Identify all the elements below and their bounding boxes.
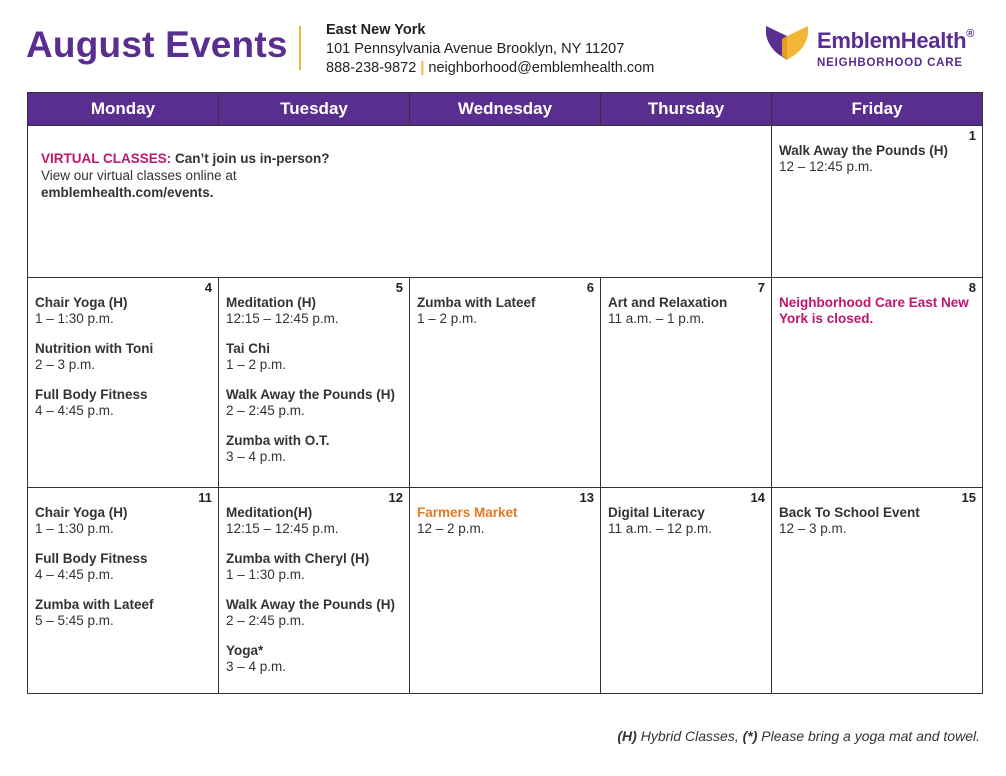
event-item <box>226 597 403 629</box>
event-item <box>35 295 212 327</box>
event-time: 4 – 4:45 p.m. <box>35 567 114 582</box>
contact-line <box>326 59 654 78</box>
event-name: Chair Yoga (H) <box>35 295 128 310</box>
legend-footnote <box>617 728 980 744</box>
event-time: 11 a.m. – 1 p.m. <box>608 311 705 326</box>
event-item <box>35 505 212 537</box>
event-name: Nutrition with Toni <box>35 341 154 356</box>
virtual-url[interactable]: emblemhealth.com/events. <box>41 185 214 200</box>
event-time: 3 – 4 p.m. <box>226 449 287 464</box>
event-item <box>226 643 403 675</box>
event-name: Zumba with Lateef <box>417 295 536 310</box>
event-time: 5 – 5:45 p.m. <box>35 613 114 628</box>
day-number: 7 <box>757 280 765 295</box>
day-number: 4 <box>204 280 212 295</box>
event-name: Walk Away the Pounds (H) <box>226 387 396 402</box>
header-wednesday: Wednesday <box>410 93 601 126</box>
day-number: 14 <box>750 490 765 505</box>
event-name: Zumba with O.T. <box>226 433 330 448</box>
page-title: August Events <box>26 24 288 65</box>
day-cell-6 <box>410 278 601 488</box>
event-item <box>226 341 403 373</box>
virtual-question: Can’t join us in-person? <box>175 151 330 166</box>
virtual-line: View our virtual classes online at <box>41 168 237 183</box>
event-name: Walk Away the Pounds (H) <box>226 597 396 612</box>
closure-notice: Neighborhood Care East New York is closed. <box>779 295 969 326</box>
day-number: 8 <box>968 280 976 295</box>
event-item <box>417 505 594 537</box>
header-thursday: Thursday <box>601 93 772 126</box>
virtual-classes-cell <box>28 126 772 278</box>
event-time: 2 – 2:45 p.m. <box>226 613 305 628</box>
star-mark: (*) <box>742 728 758 744</box>
event-name: Zumba with Cheryl (H) <box>226 551 370 566</box>
day-number: 15 <box>961 490 976 505</box>
day-cell-5 <box>219 278 410 488</box>
virtual-label: VIRTUAL CLASSES: <box>41 151 172 166</box>
phone-number[interactable]: 888-238-9872 <box>326 60 417 76</box>
event-name: Meditation (H) <box>226 295 316 310</box>
event-item <box>35 387 212 419</box>
week-row-3 <box>28 488 983 694</box>
event-time: 3 – 4 p.m. <box>226 659 287 674</box>
event-item <box>417 295 594 327</box>
day-number: 12 <box>388 490 403 505</box>
header-monday: Monday <box>28 93 219 126</box>
event-item <box>35 597 212 629</box>
day-number: 11 <box>198 490 212 505</box>
event-item <box>226 295 403 327</box>
events-calendar <box>27 92 983 694</box>
event-name: Full Body Fitness <box>35 551 148 566</box>
email-address[interactable]: neighborhood@emblemhealth.com <box>428 60 655 76</box>
event-time: 11 a.m. – 12 p.m. <box>608 521 713 536</box>
event-time: 2 – 3 p.m. <box>35 357 96 372</box>
event-item <box>226 433 403 465</box>
emblem-shield-icon <box>764 24 810 62</box>
event-name: Full Body Fitness <box>35 387 148 402</box>
star-text: Please bring a yoga mat and towel. <box>761 728 980 744</box>
event-item <box>779 505 976 537</box>
day-cell-1 <box>772 126 983 278</box>
event-name: Yoga* <box>226 643 264 658</box>
event-name: Chair Yoga (H) <box>35 505 128 520</box>
event-name: Walk Away the Pounds (H) <box>779 143 949 158</box>
day-cell-11 <box>28 488 219 694</box>
event-item <box>608 505 765 537</box>
event-name: Zumba with Lateef <box>35 597 154 612</box>
logo-subtitle: NEIGHBORHOOD CARE <box>817 57 963 69</box>
day-cell-15 <box>772 488 983 694</box>
event-item <box>608 295 765 327</box>
event-time: 12:15 – 12:45 p.m. <box>226 521 339 536</box>
location-info <box>326 21 654 78</box>
event-item <box>779 143 976 175</box>
event-time: 1 – 1:30 p.m. <box>35 311 114 326</box>
week-row-1 <box>28 126 983 278</box>
header-divider <box>299 26 301 70</box>
day-number: 6 <box>586 280 594 295</box>
event-time: 1 – 1:30 p.m. <box>226 567 305 582</box>
event-item <box>35 551 212 583</box>
event-item <box>35 341 212 373</box>
location-name: East New York <box>326 22 426 38</box>
event-name: Meditation(H) <box>226 505 313 520</box>
event-time: 12 – 2 p.m. <box>417 521 485 536</box>
day-cell-13 <box>410 488 601 694</box>
header-tuesday: Tuesday <box>219 93 410 126</box>
event-time: 1 – 2 p.m. <box>226 357 287 372</box>
event-time: 4 – 4:45 p.m. <box>35 403 114 418</box>
logo-wordmark: EmblemHealth® <box>817 28 975 53</box>
day-cell-7 <box>601 278 772 488</box>
event-item <box>226 551 403 583</box>
emblemhealth-logo <box>764 24 984 74</box>
day-cell-8 <box>772 278 983 488</box>
hybrid-text: Hybrid Classes, <box>640 728 739 744</box>
day-number: 5 <box>395 280 403 295</box>
event-time: 12 – 3 p.m. <box>779 521 847 536</box>
event-time: 1 – 1:30 p.m. <box>35 521 114 536</box>
week-row-2 <box>28 278 983 488</box>
event-name: Farmers Market <box>417 505 518 520</box>
event-time: 12 – 12:45 p.m. <box>779 159 873 174</box>
event-time: 2 – 2:45 p.m. <box>226 403 305 418</box>
day-number: 13 <box>579 490 594 505</box>
day-cell-14 <box>601 488 772 694</box>
hybrid-mark: (H) <box>617 728 637 744</box>
event-item <box>226 505 403 537</box>
event-time: 1 – 2 p.m. <box>417 311 478 326</box>
event-name: Art and Relaxation <box>608 295 728 310</box>
weekday-header-row <box>28 93 983 126</box>
event-name: Tai Chi <box>226 341 271 356</box>
event-item <box>226 387 403 419</box>
event-time: 12:15 – 12:45 p.m. <box>226 311 339 326</box>
page-header <box>0 0 1006 90</box>
contact-separator: | <box>420 60 425 76</box>
day-number: 1 <box>968 128 976 143</box>
event-name: Back To School Event <box>779 505 920 520</box>
day-cell-4 <box>28 278 219 488</box>
virtual-classes-notice <box>35 129 765 201</box>
event-name: Digital Literacy <box>608 505 705 520</box>
day-cell-12 <box>219 488 410 694</box>
header-friday: Friday <box>772 93 983 126</box>
location-address: 101 Pennsylvania Avenue Brooklyn, NY 11207 <box>326 41 625 57</box>
